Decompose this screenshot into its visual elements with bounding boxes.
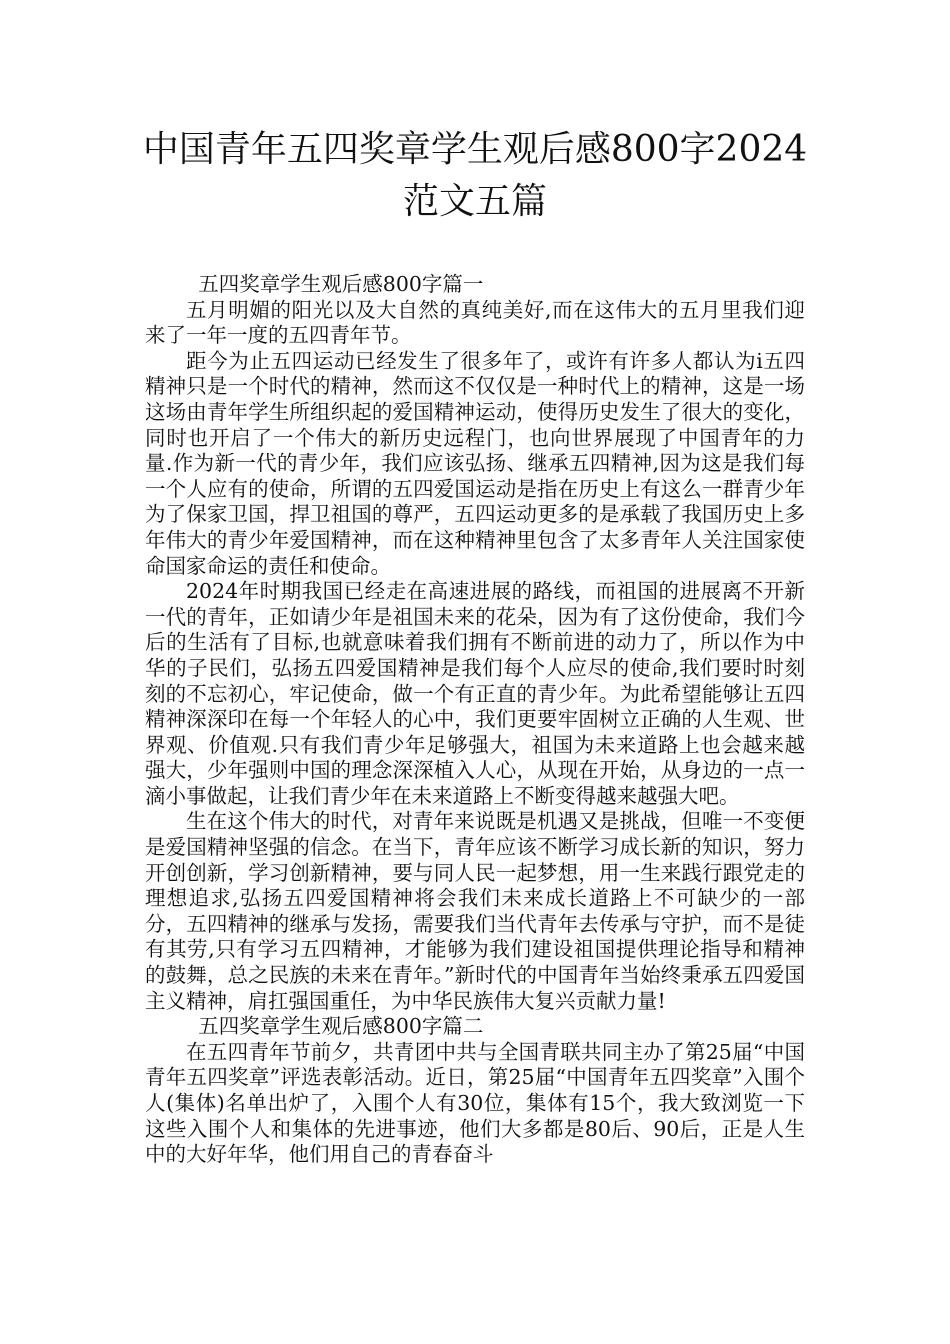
document-title bbox=[120, 124, 830, 228]
paragraph: 生在这个伟大的时代，对青年来说既是机遇又是挑战，但唯一不变便是爱国精神坚强的信念。在当下，青年应该不断学习成长新的知识，努力开创创新，学习创新精神，要与同人民一起梦想，用一生来践行跟党走的理想追求,弘扬五四爱国精神将会我们未来成长道路上不可缺少的一部分，五四精神的继承与发扬，需要我们当代青年去传承与守护，而不是徒有其劳,只有学习五四精神，才能够为我们建设祖国提供理论指导和精神的鼓舞，总之民族的未来在青年。”新时代的中国青年当始终秉承五四爱国主义精神，肩扛强国重任，为中华民族伟大复兴贡献力量! bbox=[145, 809, 805, 1013]
paragraph: 距今为止五四运动已经发生了很多年了，或许有许多人都认为i五四精神只是一个时代的精神，然而这不仅仅是一种时代上的精神，这是一场这场由青年学生所组织起的爱国精神运动，使得历史发生了很大的变化，同时也开启了一个伟大的新历史远程门，也向世界展现了中国青年的力量.作为新一代的青少年，我们应该弘扬、继承五四精神,因为这是我们每一个人应有的使命，所谓的五四爱国运动是指在历史上有这么一群青少年为了保家卫国，捍卫祖国的尊严，五四运动更多的是承载了我国历史上多年伟大的青少年爱国精神，而在这种精神里包含了太多青年人关注国家使命国家命运的责任和使命。 bbox=[145, 348, 805, 578]
section-heading-1: 五四奖章学生观后感800字篇一 bbox=[198, 272, 484, 296]
title-line-2: 范文五篇 bbox=[402, 181, 547, 222]
paragraph: 五月明媚的阳光以及大自然的真纯美好,而在这伟大的五月里我们迎来了一年一度的五四青年节。 bbox=[145, 297, 805, 348]
paragraph: 2024年时期我国已经走在高速进展的路线，而祖国的进展离不开新一代的青年，正如请少年是祖国未来的花朵，因为有了这份使命，我们今后的生活有了目标,也就意味着我们拥有不断前进的动力了，所以作为中华的子民们，弘扬五四爱国精神是我们每个人应尽的使命,我们要时时刻刻的不忘初心，牢记使命，做一个有正直的青少年。为此希望能够让五四精神深深印在每一个年轻人的心中，我们更要牢固树立正确的人生观、世界观、价值观.只有我们青少年足够强大，祖国为未来道路上也会越来越强大，少年强则中国的理念深深植入人心，从现在开始，从身边的一点一滴小事做起，让我们青少年在未来道路上不断变得越来越强大吧。 bbox=[145, 579, 805, 808]
document-body bbox=[145, 272, 805, 1168]
title-line-1: 中国青年五四奖章学生观后感800字2024 bbox=[142, 129, 808, 170]
section-heading-2: 五四奖章学生观后感800字篇二 bbox=[198, 1014, 484, 1039]
paragraph: 在五四青年节前夕，共青团中共与全国青联共同主办了第25届“中国青年五四奖章”评选表彰活动。近日，第25届“中国青年五四奖章”入围个人(集体)名单出炉了，入围个人有30位，集体有15个，我大致浏览一下这些入围个人和集体的先进事迹，他们大多都是80后、90后，正是人生中的大好年华，他们用自己的青春奋斗 bbox=[145, 1039, 805, 1167]
